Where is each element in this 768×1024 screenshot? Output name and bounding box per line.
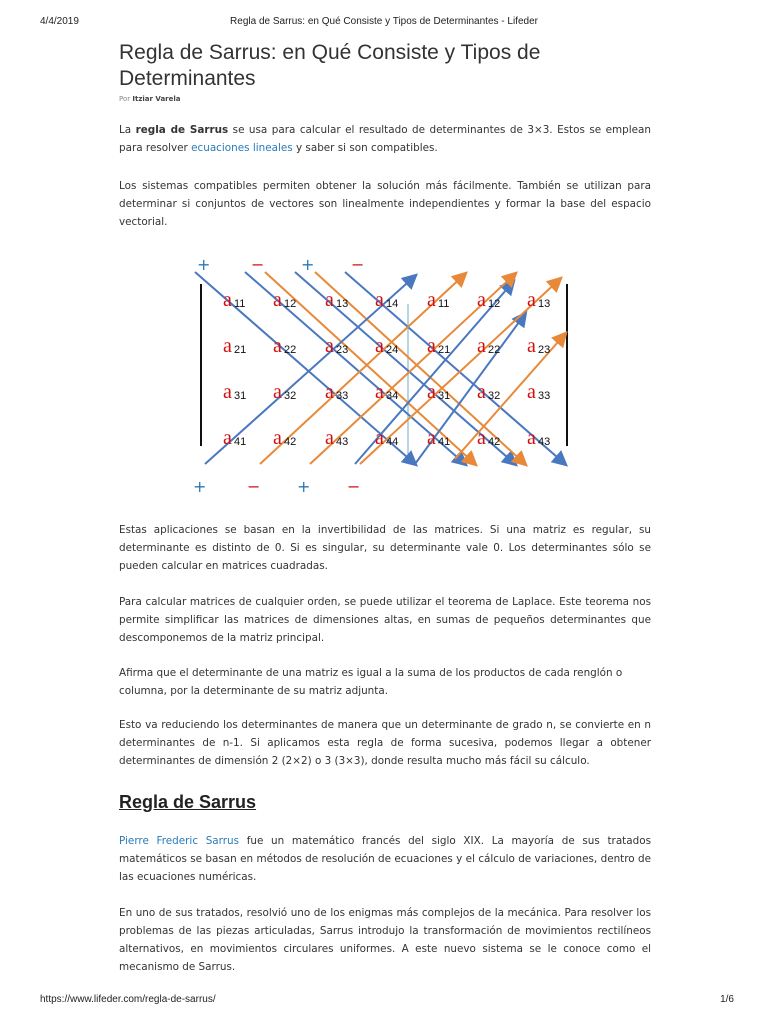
print-footer-url: https://www.lifeder.com/regla-de-sarrus/ xyxy=(40,994,216,1005)
p1-bold: regla de Sarrus xyxy=(135,124,229,136)
matrix-entry-a21: a xyxy=(223,335,232,357)
matrix-entry-a43: a xyxy=(527,427,536,449)
article-title: Regla de Sarrus: en Qué Consiste y Tipos de Determinantes xyxy=(119,41,541,90)
p1-text-a: La xyxy=(119,124,136,136)
matrix-entry-a41: a xyxy=(427,427,436,449)
matrix-entry-a21: a xyxy=(427,335,436,357)
matrix-subscript-21: 21 xyxy=(438,344,451,356)
section-heading-regla-de-sarrus: Regla de Sarrus xyxy=(119,792,257,812)
matrix-entry-a11: a xyxy=(427,289,436,311)
matrix-entry-a31: a xyxy=(223,381,232,403)
matrix-entry-a13: a xyxy=(527,289,536,311)
matrix-entry-a22: a xyxy=(273,335,282,357)
sign-bottom-3: − xyxy=(347,477,361,496)
matrix-subscript-14: 14 xyxy=(386,298,399,310)
sign-top-0: + xyxy=(197,255,211,274)
matrix-subscript-31: 31 xyxy=(438,390,451,402)
matrix-entry-a14: a xyxy=(375,289,384,311)
matrix-subscript-21: 21 xyxy=(234,344,247,356)
matrix-subscript-43: 43 xyxy=(336,436,349,448)
sarrus-diagram xyxy=(185,254,585,499)
paragraph-intro xyxy=(119,121,651,157)
matrix-entry-a12: a xyxy=(477,289,486,311)
paragraph-sarrus-bio xyxy=(119,832,651,886)
matrix-subscript-32: 32 xyxy=(488,390,501,402)
paragraph-laplace: Para calcular matrices de cualquier orden, se puede utilizar el teorema de Laplace. Este teorema nos permite simplificar las matrices de dimensiones altas, en sumas de pequeños determinantes que descomponemos de la matriz principal. xyxy=(119,596,651,644)
matrix-subscript-33: 33 xyxy=(336,390,349,402)
matrix-entry-a12: a xyxy=(273,289,282,311)
matrix-subscript-13: 13 xyxy=(336,298,349,310)
matrix-entry-a32: a xyxy=(273,381,282,403)
matrix-subscript-43: 43 xyxy=(538,436,551,448)
paragraph-reduction: Esto va reduciendo los determinantes de manera que un determinante de grado n, se convierte en n determinantes de n-1. Si aplicamos esta regla de forma sucesiva, podemos llegar a obtener determinantes de dimensión 2 (2×2) o 3 (3×3), donde resulta mucho más fácil su cálculo. xyxy=(119,719,651,767)
matrix-subscript-22: 22 xyxy=(488,344,501,356)
matrix-subscript-42: 42 xyxy=(284,436,297,448)
print-page-number: 1/6 xyxy=(720,994,734,1005)
matrix-entry-a11: a xyxy=(223,289,232,311)
paragraph-adjunta: Afirma que el determinante de una matriz es igual a la suma de los productos de cada renglón o columna, por la determinante de su matriz adjunta. xyxy=(119,667,623,697)
author-link[interactable]: Itziar Varela xyxy=(132,95,181,103)
matrix-entry-a24: a xyxy=(375,335,384,357)
matrix-subscript-11: 11 xyxy=(234,298,246,310)
matrix-subscript-42: 42 xyxy=(488,436,501,448)
matrix-subscript-33: 33 xyxy=(538,390,551,402)
sign-bottom-0: + xyxy=(193,477,207,496)
matrix-entry-a31: a xyxy=(427,381,436,403)
matrix-entry-a23: a xyxy=(527,335,536,357)
matrix-subscript-23: 23 xyxy=(336,344,349,356)
matrix-entry-a32: a xyxy=(477,381,486,403)
matrix-subscript-32: 32 xyxy=(284,390,297,402)
matrix-entry-a43: a xyxy=(325,427,334,449)
paragraph-compatible: Los sistemas compatibles permiten obtener la solución más fácilmente. También se utilizan para determinar si conjuntos de vectores son linealmente independientes y formar la base del espacio vectorial. xyxy=(119,180,651,228)
print-date: 4/4/2019 xyxy=(40,16,79,27)
sign-bottom-2: + xyxy=(297,477,311,496)
sign-top-1: − xyxy=(251,255,265,274)
matrix-subscript-41: 41 xyxy=(438,436,451,448)
sign-bottom-1: − xyxy=(247,477,261,496)
byline-prefix: Por xyxy=(119,95,131,103)
matrix-subscript-31: 31 xyxy=(234,390,247,402)
matrix-entry-a13: a xyxy=(325,289,334,311)
paragraph-invertibility: Estas aplicaciones se basan en la invertibilidad de las matrices. Si una matriz es regular, su determinante es distinto de 0. Si es singular, su determinante vale 0. Los determinantes sólo se pueden calcular en matrices cuadradas. xyxy=(119,524,651,572)
matrix-subscript-13: 13 xyxy=(538,298,551,310)
matrix-subscript-12: 12 xyxy=(488,298,501,310)
p1-text-c: y saber si son compatibles. xyxy=(292,142,438,154)
matrix-entry-a23: a xyxy=(325,335,334,357)
byline xyxy=(119,95,181,103)
matrix-entry-a42: a xyxy=(273,427,282,449)
matrix-entry-a42: a xyxy=(477,427,486,449)
matrix-subscript-22: 22 xyxy=(284,344,297,356)
matrix-entry-a41: a xyxy=(223,427,232,449)
sign-top-3: − xyxy=(351,255,365,274)
paragraph-mechanism: En uno de sus tratados, resolvió uno de los enigmas más complejos de la mecánica. Para resolver los problemas de las piezas articuladas, Sarrus introdujo la transformación de movimientos rectilíneos alternativos, en movimientos circulares uniformes. A este nuevo sistema se le conoce como el mecanismo de Sarrus. xyxy=(119,907,651,973)
print-header-title: Regla de Sarrus: en Qué Consiste y Tipos de Determinantes - Lifeder xyxy=(230,16,538,27)
matrix-subscript-12: 12 xyxy=(284,298,297,310)
sign-top-2: + xyxy=(301,255,315,274)
p1-text-b: se usa para calcular el resultado de determinantes de 3×3. Estos se emplean para resolver xyxy=(119,124,651,154)
matrix-subscript-34: 34 xyxy=(386,390,399,402)
matrix-subscript-11: 11 xyxy=(438,298,450,310)
matrix-subscript-44: 44 xyxy=(386,436,399,448)
p7-text: fue un matemático francés del siglo XIX. La mayoría de sus tratados matemáticos se basan en métodos de resolución de ecuaciones y el cálculo de variaciones, dentro de las ecuaciones numéricas. xyxy=(119,835,651,883)
matrix-entry-a33: a xyxy=(325,381,334,403)
matrix-subscript-24: 24 xyxy=(386,344,399,356)
matrix-entry-a22: a xyxy=(477,335,486,357)
matrix-entry-a34: a xyxy=(375,381,384,403)
matrix-subscript-41: 41 xyxy=(234,436,247,448)
matrix-entry-a44: a xyxy=(375,427,384,449)
link-pierre-frederic-sarrus[interactable]: Pierre Frederic Sarrus xyxy=(119,835,240,847)
matrix-subscript-23: 23 xyxy=(538,344,551,356)
link-ecuaciones-lineales[interactable]: ecuaciones lineales xyxy=(191,142,293,154)
matrix-entry-a33: a xyxy=(527,381,536,403)
